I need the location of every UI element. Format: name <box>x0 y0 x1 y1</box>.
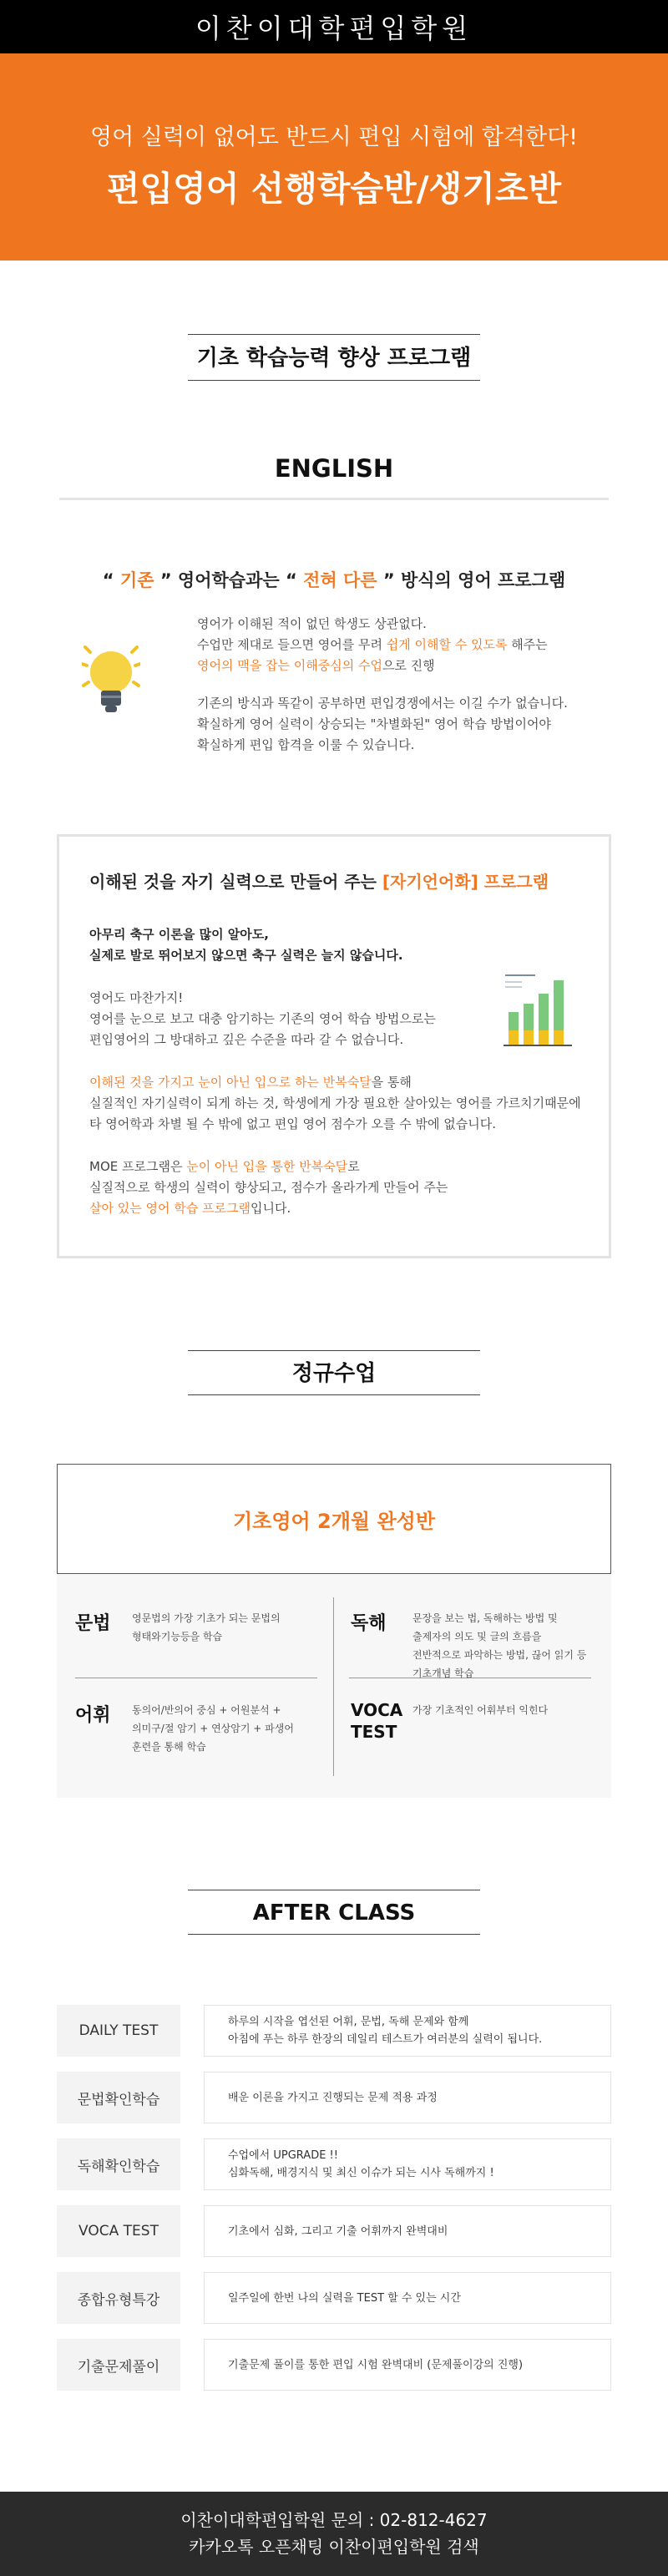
regular-section-title: 정규수업 <box>188 1350 480 1395</box>
hero-title: 편입영어 선행학습반/생기초반 <box>106 169 562 209</box>
curriculum-key: 문법 <box>75 1613 111 1634</box>
slogan-text: 영어학습과는 <box>171 570 286 590</box>
course-title: 기초영어 2개월 완성반 <box>232 1509 436 1533</box>
self-language-program-box <box>57 834 611 1258</box>
para-line: 실질적인 자기실력이 되게 하는 것, 학생에게 가장 필요한 살아있는 영어를 가르치기때문에 <box>89 1096 581 1111</box>
curriculum-desc <box>132 1701 294 1756</box>
para-line: MOE 프로그램은 <box>89 1159 187 1174</box>
para-highlight: 이해된 것을 가지고 눈이 아닌 입으로 하는 반복숙달 <box>89 1075 372 1090</box>
quote-close: ” <box>159 570 172 590</box>
after-class-list <box>0 2005 668 2391</box>
after-class-row <box>57 2205 611 2257</box>
quote-open: “ <box>285 570 297 590</box>
curriculum-line: 영문법의 가장 기초가 되는 문법의 <box>132 1612 281 1624</box>
para-line: 을 통해 <box>371 1075 412 1090</box>
english-label: ENGLISH <box>274 454 394 483</box>
curriculum-line: 가장 기초적인 어휘부터 익힌다 <box>412 1704 549 1716</box>
after-class-label: 독해확인학습 <box>57 2138 180 2190</box>
para-line: 입니다. <box>250 1201 291 1216</box>
desc-line: 확실하게 영어 실력이 상승되는 "차별화된" 영어 학습 방법이어야 <box>197 716 551 731</box>
curriculum-key <box>351 1699 401 1743</box>
desc-highlight: 영어의 맥을 잡는 이해중심의 수업 <box>197 658 382 673</box>
after-class-desc-line: 수업에서 UPGRADE !! <box>228 2149 338 2162</box>
after-class-row <box>57 2072 611 2123</box>
para-highlight: 눈이 아닌 입을 통한 반복숙달 <box>186 1159 348 1174</box>
program-description-area <box>0 614 668 797</box>
lead-line: 실제로 발로 뛰어보지 않으면 축구 실력은 늘지 않습니다. <box>89 948 403 963</box>
curriculum-line: 형태와기능등을 학습 <box>132 1631 223 1642</box>
after-class-desc-line: 기출문제 풀이를 통한 편입 시험 완벽대비 (문제풀이강의 진행) <box>228 2358 524 2371</box>
slogan <box>0 567 668 592</box>
curriculum-line: 동의어/반의어 중심 + 어원분석 + <box>132 1704 281 1716</box>
para-highlight: 살아 있는 영어 학습 프로그램 <box>89 1201 250 1216</box>
footer-contact: 이찬이대학편입학원 문의 : 02-812-4627 <box>180 2510 488 2530</box>
self-program-para <box>89 1156 609 1219</box>
after-class-label: DAILY TEST <box>57 2005 180 2057</box>
para-line: 타 영어학과 차별 될 수 밖에 없고 편입 영어 점수가 오를 수 밖에 없습니다. <box>89 1116 496 1131</box>
curriculum-key: 어휘 <box>75 1705 111 1726</box>
self-program-title-text: 이해된 것을 자기 실력으로 만들어 주는 <box>89 872 382 892</box>
after-class-desc <box>204 2272 611 2324</box>
desc-line: 수업만 제대로 들으면 영어를 무려 <box>197 637 387 652</box>
curriculum-grammar <box>75 1609 281 1646</box>
after-class-desc-text <box>228 2356 523 2374</box>
program-section-title: 기초 학습능력 향상 프로그램 <box>188 334 480 381</box>
after-class-desc-text <box>228 2290 461 2307</box>
after-class-label: 문법확인학습 <box>57 2072 180 2123</box>
divider <box>59 498 609 500</box>
desc-line: 기존의 방식과 똑같이 공부하면 편입경쟁에서는 이길 수가 없습니다. <box>197 696 568 711</box>
after-class-row <box>57 2005 611 2057</box>
after-class-desc <box>204 2339 611 2391</box>
after-class-desc-line: 하루의 시작을 엽선된 어휘, 문법, 독해 문제와 함께 <box>228 2016 469 2028</box>
curriculum-vocab <box>75 1701 294 1756</box>
hero-subtitle: 영어 실력이 없어도 반드시 편입 시험에 합격한다! <box>90 124 578 150</box>
after-class-row <box>57 2272 611 2324</box>
desc-highlight: 쉽게 이해할 수 있도록 <box>386 637 508 652</box>
curriculum-key-line: TEST <box>351 1722 397 1742</box>
curriculum-line: 문장을 보는 법, 독해하는 방법 및 <box>412 1612 558 1624</box>
slogan-word-existing: 기존 <box>114 570 160 590</box>
after-class-desc-text <box>228 2147 494 2182</box>
after-class-desc-text <box>228 2223 448 2240</box>
after-class-section-title: AFTER CLASS <box>188 1890 480 1935</box>
desc-line: 으로 진행 <box>382 658 435 673</box>
curriculum-desc <box>412 1701 548 1743</box>
slogan-text: 방식의 영어 프로그램 <box>394 570 566 590</box>
after-class-label: 종합유형특강 <box>57 2272 180 2324</box>
footer-kakao: 카카오톡 오픈채팅 이찬이편입학원 검색 <box>189 2537 479 2557</box>
self-program-lead <box>89 924 609 966</box>
after-class-desc-text <box>228 2013 542 2048</box>
quote-close: ” <box>382 570 395 590</box>
curriculum-line: 기초개념 학습 <box>412 1668 474 1679</box>
desc-line: 해주는 <box>507 637 548 652</box>
after-class-desc-text <box>228 2089 438 2107</box>
para-line: 실질적으로 학생의 실력이 향상되고, 점수가 올라가게 만들어 주는 <box>89 1180 448 1195</box>
after-class-desc <box>204 2205 611 2257</box>
slogan-word-different: 전혀 다른 <box>296 570 383 590</box>
curriculum-reading <box>351 1609 586 1683</box>
after-class-label: 기출문제풀이 <box>57 2339 180 2391</box>
after-class-desc-line: 일주일에 한번 나의 실력을 TEST 할 수 있는 시간 <box>228 2291 461 2305</box>
program-description <box>197 614 590 756</box>
para-line: 영어도 마찬가지! <box>89 990 184 1005</box>
after-class-row <box>57 2138 611 2190</box>
curriculum-line: 출제자의 의도 및 글의 흐름을 <box>412 1631 542 1642</box>
top-header <box>0 0 668 53</box>
after-class-label: VOCA TEST <box>57 2205 180 2257</box>
footer <box>0 2492 668 2576</box>
curriculum-line: 훈련을 통해 학습 <box>132 1741 206 1753</box>
lead-line: 아무리 축구 이론을 많이 알아도, <box>89 927 269 942</box>
desc-line: 영어가 이해된 적이 없던 학생도 상관없다. <box>197 616 427 631</box>
course-title-box <box>57 1464 611 1574</box>
quote-open: “ <box>102 570 114 590</box>
curriculum-key: 독해 <box>351 1613 387 1634</box>
curriculum-desc <box>132 1609 281 1646</box>
curriculum-key-line: VOCA <box>351 1700 403 1720</box>
curriculum-line: 의미구/절 암기 + 연상암기 + 파생어 <box>132 1723 294 1734</box>
after-class-desc-line: 기초에서 심화, 그리고 기출 어휘까지 완벽대비 <box>228 2224 448 2238</box>
lightbulb-icon <box>82 640 140 724</box>
curriculum-desc <box>412 1609 586 1683</box>
after-class-desc <box>204 2072 611 2123</box>
para-line: 편입영어의 그 방대하고 깊은 수준을 따라 갈 수 없습니다. <box>89 1032 404 1047</box>
curriculum-voca-test <box>351 1699 548 1743</box>
divider <box>333 1597 334 1776</box>
para-line: 영어를 눈으로 보고 대충 암기하는 기존의 영어 학습 방법으로는 <box>89 1011 436 1026</box>
after-class-desc-line: 배운 이론을 가지고 진행되는 문제 적용 과정 <box>228 2091 438 2104</box>
after-class-row <box>57 2339 611 2391</box>
after-class-desc <box>204 2005 611 2057</box>
self-program-title-highlight: [자기언어화] 프로그램 <box>382 872 549 892</box>
after-class-desc-line: 심화독해, 배경지식 및 최신 이슈가 되는 시사 독해까지 ! <box>228 2167 494 2179</box>
after-class-desc <box>204 2138 611 2190</box>
desc-line: 확실하게 편입 합격을 이룰 수 있습니다. <box>197 737 415 752</box>
after-class-desc-line: 아침에 푸는 하루 한장의 데일리 테스트가 여러분의 실력이 됩니다. <box>228 2033 543 2046</box>
para-line: 로 <box>347 1159 360 1174</box>
self-program-title <box>89 868 609 893</box>
curriculum-grid <box>57 1574 611 1798</box>
academy-title: 이찬이대학편입학원 <box>195 13 473 44</box>
bar-chart-icon <box>502 970 575 1054</box>
hero-banner <box>0 53 668 261</box>
curriculum-line: 전반적으로 파악하는 방법, 끊어 읽기 등 <box>412 1649 587 1661</box>
self-program-para <box>89 1072 609 1135</box>
